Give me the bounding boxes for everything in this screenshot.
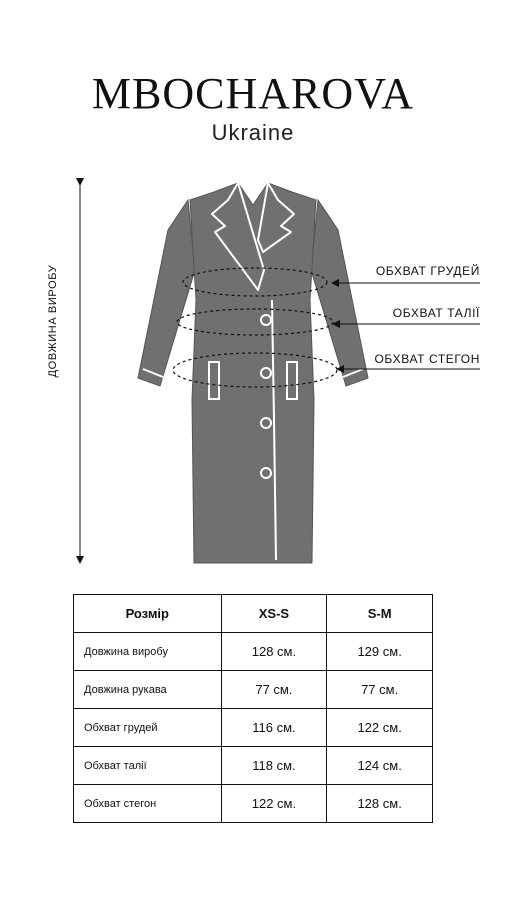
size-column-header: Розмір — [74, 595, 222, 633]
left-sleeve — [138, 200, 195, 386]
xs-s-value: 122 см. — [221, 785, 327, 823]
hips-label: ОБХВАТ СТЕГОН — [374, 352, 480, 366]
coat-button — [261, 418, 271, 428]
size-table — [73, 594, 433, 823]
row-label: Обхват талії — [74, 747, 222, 785]
table-row — [74, 633, 433, 671]
s-m-value: 77 см. — [327, 671, 433, 709]
xs-s-value: 116 см. — [221, 709, 327, 747]
row-label: Обхват грудей — [74, 709, 222, 747]
coat-button — [261, 315, 271, 325]
xs-s-value: 77 см. — [221, 671, 327, 709]
chest-label: ОБХВАТ ГРУДЕЙ — [375, 264, 480, 278]
coat-button — [261, 468, 271, 478]
row-label: Обхват стегон — [74, 785, 222, 823]
s-m-value: 122 см. — [327, 709, 433, 747]
xs-s-value: 128 см. — [221, 633, 327, 671]
s-m-value: 124 см. — [327, 747, 433, 785]
brand-country: Ukraine — [211, 120, 295, 145]
s-m-value: 129 см. — [327, 633, 433, 671]
brand-name: MBOCHAROVA — [91, 69, 415, 118]
table-row — [74, 785, 433, 823]
s-m-value: 128 см. — [327, 785, 433, 823]
waist-label: ОБХВАТ ТАЛІЇ — [392, 306, 480, 320]
xs-s-column-header: XS-S — [221, 595, 327, 633]
length-label: ДОВЖИНА ВИРОБУ — [47, 264, 59, 378]
s-m-column-header: S-M — [327, 595, 433, 633]
table-row — [74, 671, 433, 709]
table-header-row — [74, 595, 433, 633]
coat-illustration — [0, 170, 506, 580]
row-label: Довжина рукава — [74, 671, 222, 709]
right-sleeve — [311, 200, 368, 386]
xs-s-value: 118 см. — [221, 747, 327, 785]
table-row — [74, 747, 433, 785]
table-row — [74, 709, 433, 747]
row-label: Довжина виробу — [74, 633, 222, 671]
coat-button — [261, 368, 271, 378]
